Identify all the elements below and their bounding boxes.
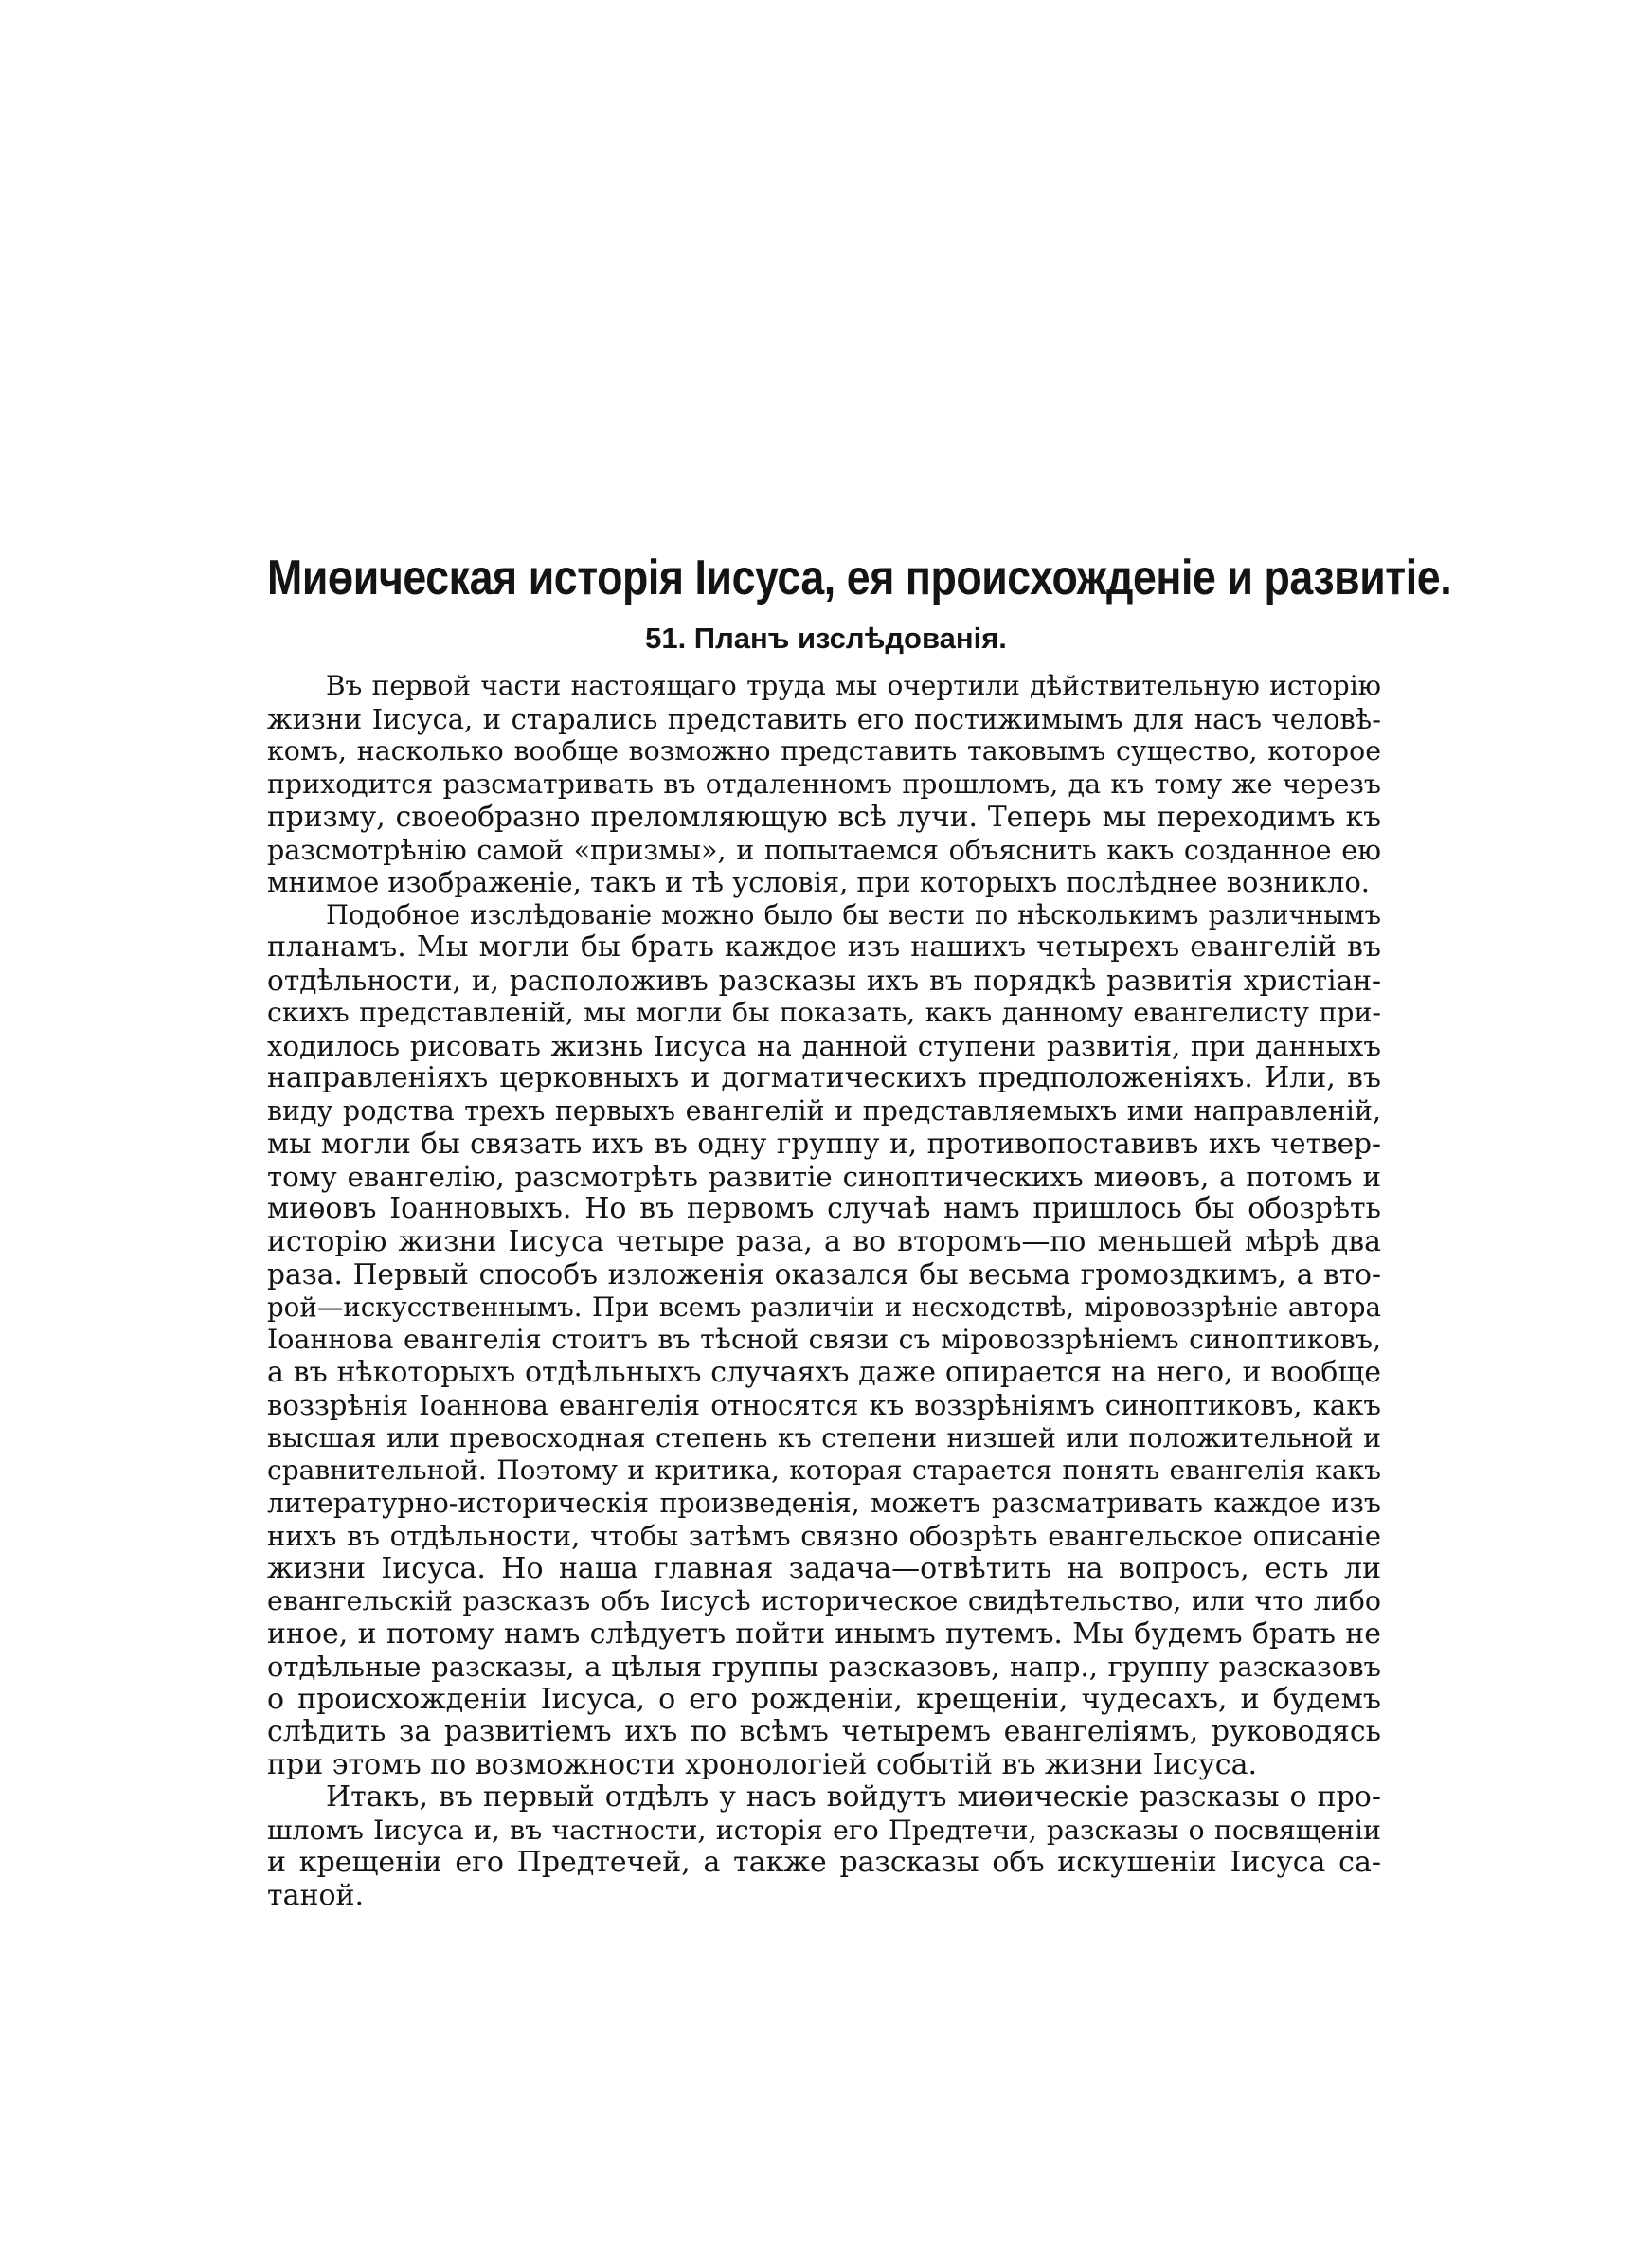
text-line: планамъ. Мы могли бы брать каждое изъ нашихъ четырехъ евангелій въ (267, 930, 1381, 964)
text-line: шломъ Іисуса и, въ частности, исторія его Предтечи, разсказы о посвященіи (267, 1814, 1381, 1846)
text-line: приходится разсматривать въ отдаленномъ прошломъ, да къ тому же черезъ (267, 767, 1381, 800)
text-line: Итакъ, въ первый отдѣлъ у насъ войдутъ миөическіе разсказы о про- (326, 1780, 1381, 1814)
text-line: ходилось рисовать жизнь Іисуса на данной ступени развитія, при данныхъ (267, 1029, 1381, 1062)
text-line: Въ первой части настоящаго труда мы очертили дѣйствительную исторію (326, 670, 1381, 701)
paragraph-2 (267, 899, 1381, 1782)
text-line: мы могли бы связать ихъ въ одну группу и, противопоставивъ ихъ четвер- (267, 1128, 1381, 1160)
text-line: раза. Первый способъ изложенія оказался бы весьма громоздкимъ, а вто- (267, 1257, 1381, 1291)
text-line: жизни Іисуса. Но наша главная задача—отвѣтить на вопросъ, есть ли (267, 1551, 1381, 1585)
text-line: Іоаннова евангелія стоитъ въ тѣсной связи съ міровоззрѣніемъ синоптиковъ, (267, 1324, 1381, 1355)
text-line: жизни Іисуса, и старались представить его постижимымъ для насъ человѣ- (267, 702, 1381, 735)
page-title: Миөическая исторія Іисуса, ея происхожденіе и развитіе. (267, 551, 1452, 605)
text-line: иное, и потому намъ слѣдуетъ пойти инымъ путемъ. Мы будемъ брать не (267, 1616, 1381, 1651)
text-line: мнимое изображеніе, такъ и тѣ условія, при которыхъ послѣднее возникло. (267, 866, 1370, 898)
text-line: и крещеніи его Предтечей, а также разсказы объ искушеніи Іисуса са- (267, 1846, 1381, 1879)
text-line: воззрѣнія Іоаннова евангелія относятся къ воззрѣніямъ синоптиковъ, какъ (267, 1389, 1381, 1421)
text-line: виду родства трехъ первыхъ евангелій и представляемыхъ ими направленій, (267, 1094, 1381, 1127)
text-line: а въ нѣкоторыхъ отдѣльныхъ случаяхъ даже опирается на него, и вообще (267, 1355, 1381, 1389)
text-line: тому евангелію, разсмотрѣть развитіе синоптическихъ миөовъ, а потомъ и (267, 1160, 1381, 1193)
text-line: нихъ въ отдѣльности, чтобы затѣмъ связно обозрѣть евангельское описаніе (267, 1520, 1381, 1552)
text-line: литературно-историческія произведенія, можетъ разсматривать каждое изъ (267, 1487, 1381, 1519)
text-line: при этомъ по возможности хронологіей событій въ жизни Іисуса. (267, 1747, 1258, 1781)
text-line: комъ, насколько вообще возможно представить таковымъ существо, которое (267, 735, 1381, 767)
text-line: призму, своеобразно преломляющую всѣ лучи. Теперь мы переходимъ къ (267, 800, 1381, 833)
body-text (267, 670, 1381, 1912)
text-line: разсмотрѣнію самой «призмы», и попытаемся объяснить какъ созданное ею (267, 833, 1381, 866)
text-line: отдѣльности, и, расположивъ разсказы ихъ въ порядкѣ развитія христіан- (267, 964, 1381, 997)
text-line: скихъ представленій, мы могли бы показать, какъ данному евангелисту при- (267, 997, 1381, 1028)
text-line: исторію жизни Іисуса четыре раза, а во второмъ—по меньшей мѣрѣ два (267, 1224, 1381, 1258)
text-line: о происхожденіи Іисуса, о его рожденіи, крещеніи, чудесахъ, и будемъ (267, 1682, 1381, 1716)
text-line: отдѣльные разсказы, а цѣлыя группы разсказовъ, напр., группу разсказовъ (267, 1651, 1381, 1683)
text-line: направленіяхъ церковныхъ и догматическихъ предположеніяхъ. Или, въ (267, 1061, 1381, 1094)
paragraph-3 (267, 1781, 1381, 1912)
text-line: Подобное изслѣдованіе можно было бы вести по нѣсколькимъ различнымъ (326, 899, 1381, 930)
text-line: слѣдить за развитіемъ ихъ по всѣмъ четыремъ евангеліямъ, руководясь (267, 1715, 1381, 1748)
text-line: сравнительной. Поэтому и критика, которая старается понять евангелія какъ (267, 1454, 1381, 1486)
text-line: высшая или превосходная степень къ степени низшей или положительной и (267, 1421, 1381, 1454)
text-line: рой—искусственнымъ. При всемъ различіи и несходствѣ, міровоззрѣніе автора (267, 1291, 1381, 1323)
text-line: таной. (267, 1878, 365, 1912)
text-line: миөовъ Іоанновыхъ. Но въ первомъ случаѣ намъ пришлось бы обозрѣть (267, 1192, 1381, 1225)
paragraph-1 (267, 670, 1381, 899)
section-heading: 51. Планъ изслѣдованія. (645, 622, 1007, 655)
text-line: евангельскій разсказъ объ Іисусѣ историческое свидѣтельство, или что либо (267, 1585, 1381, 1616)
